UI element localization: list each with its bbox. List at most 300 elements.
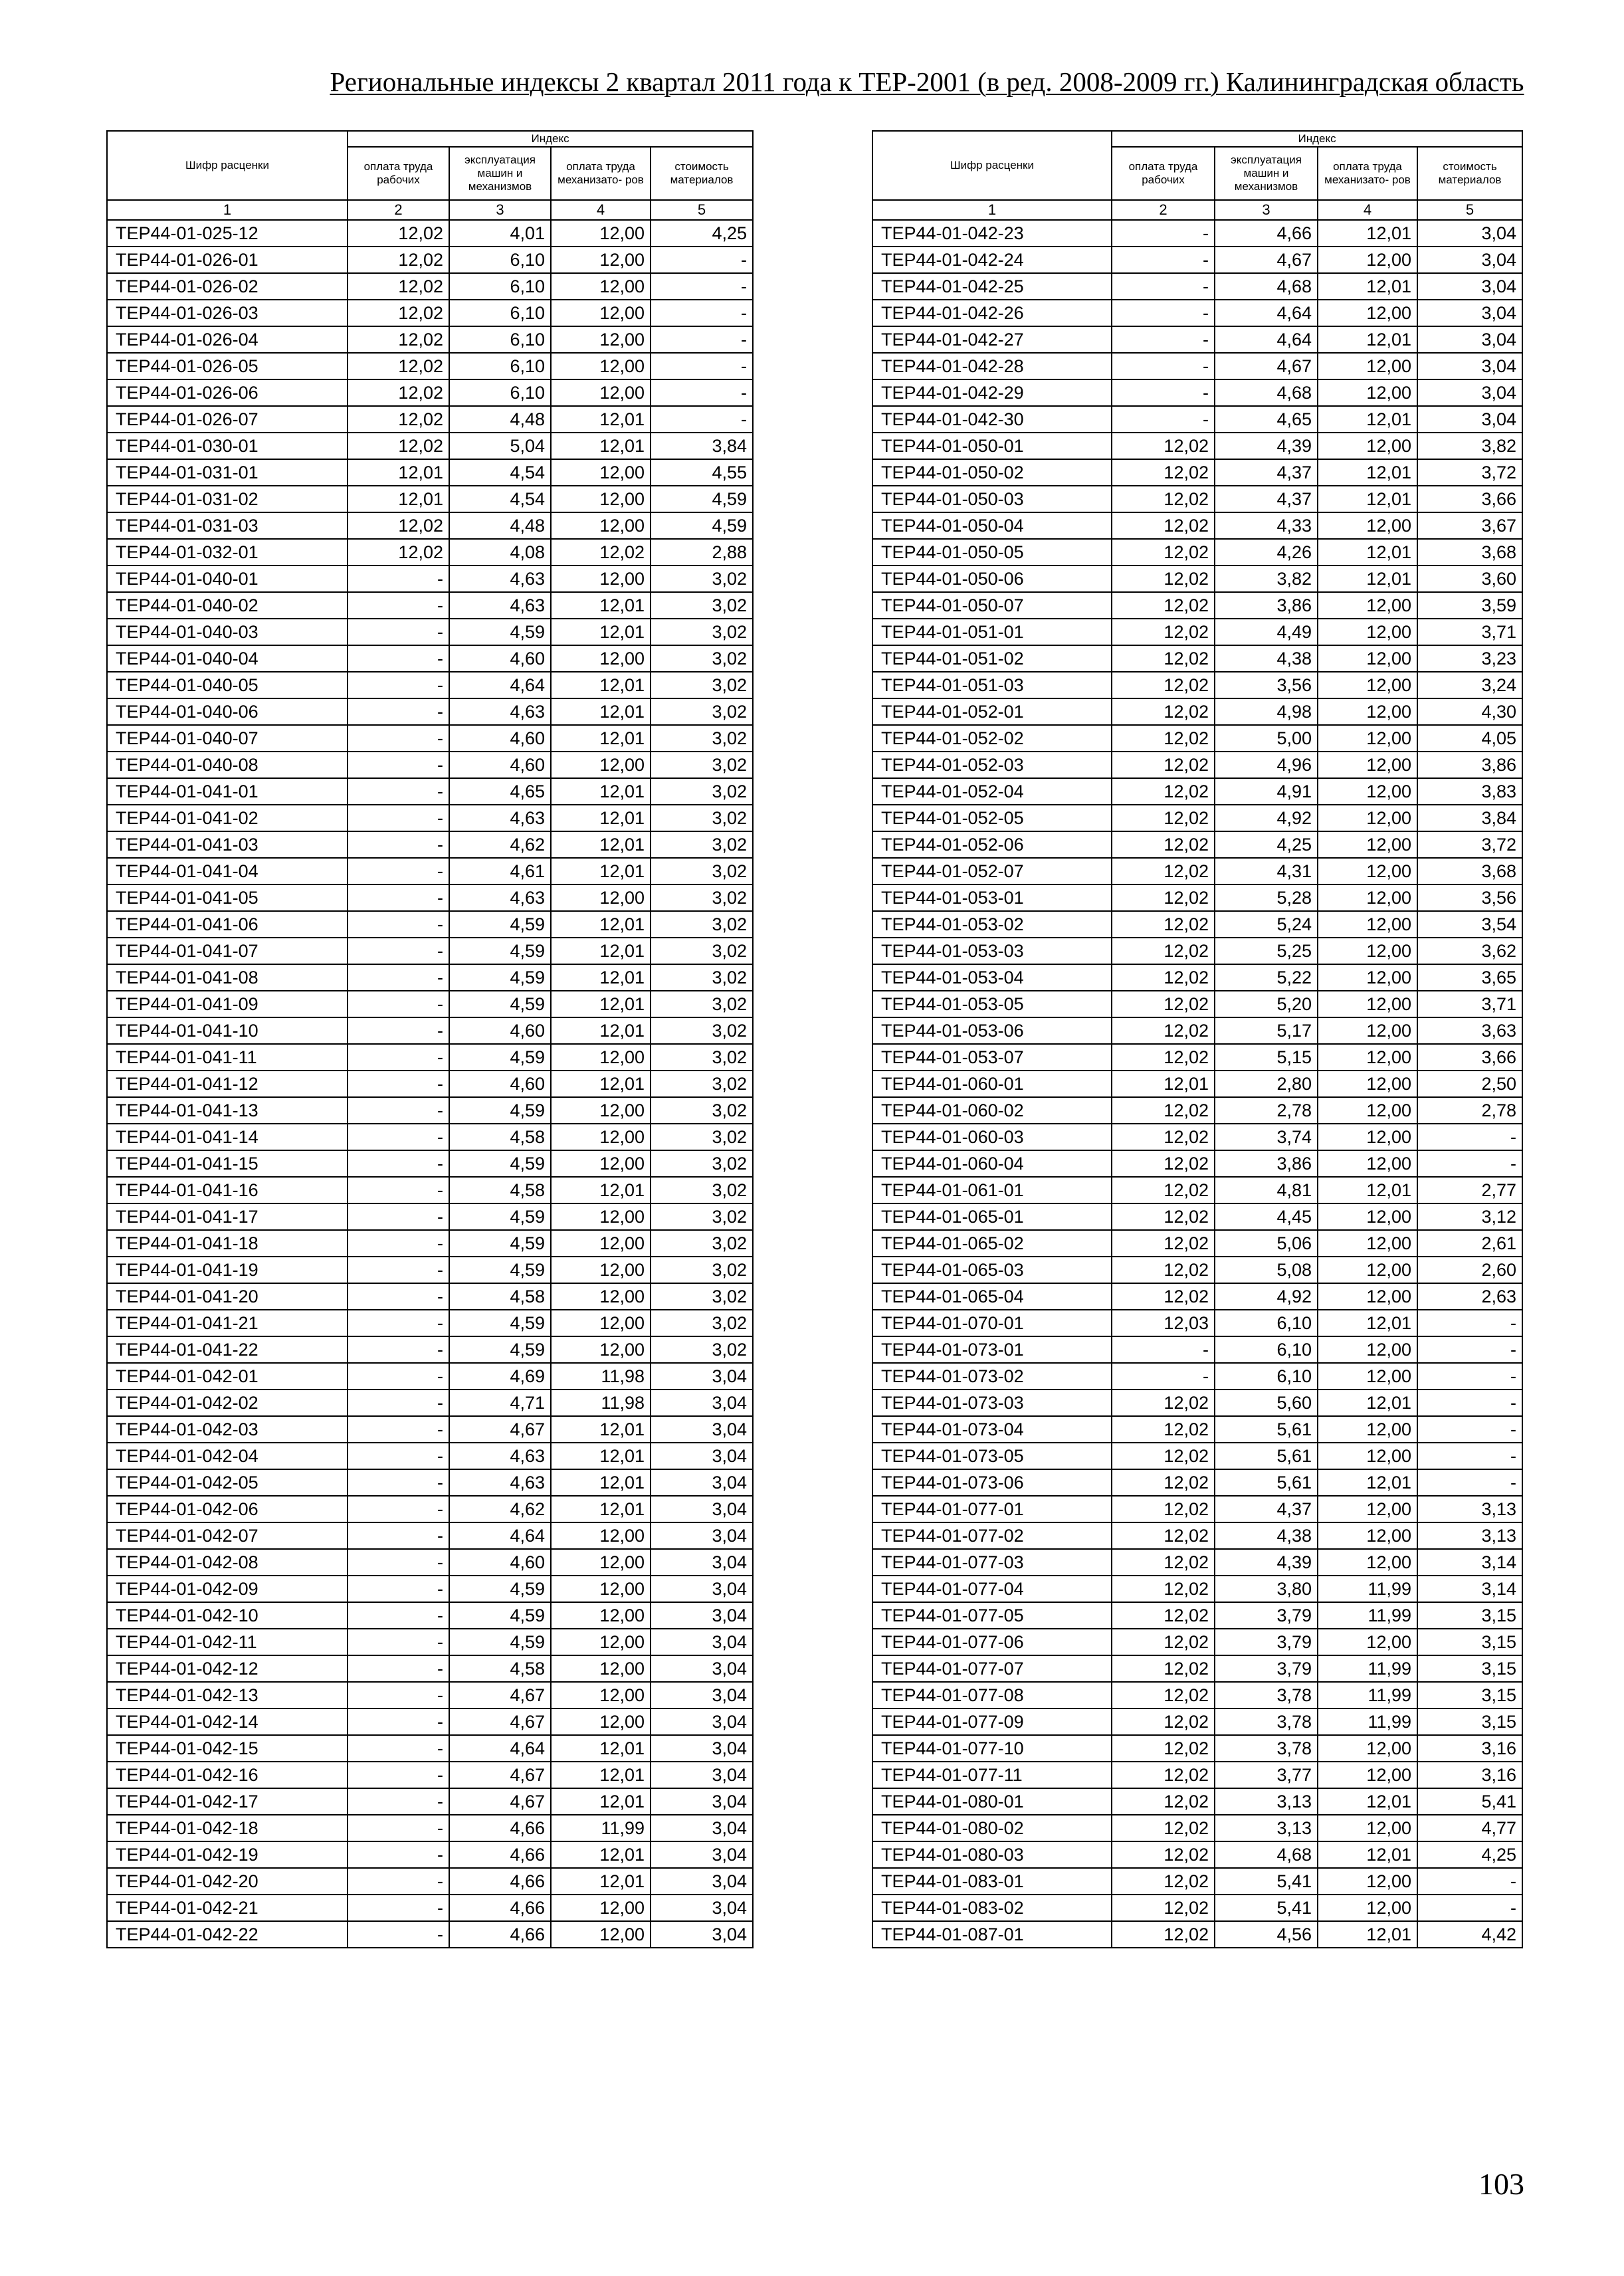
header-operators: оплата труда механизато- ров [551,147,651,200]
index-value-cell: 4,54 [449,459,551,486]
index-value-cell: - [651,406,753,433]
index-value-cell: 5,41 [1215,1868,1318,1895]
index-value-cell: - [348,725,449,752]
index-value-cell: 12,00 [1318,1150,1417,1177]
index-value-cell: - [348,1203,449,1230]
index-value-cell: 12,01 [551,858,651,884]
table-row [872,1841,1522,1868]
index-value-cell: 3,15 [1417,1629,1522,1655]
index-value-cell: 12,00 [551,326,651,353]
table-row [872,991,1522,1017]
table-row [872,645,1522,672]
index-value-cell: 11,98 [551,1363,651,1390]
index-value-cell: 12,01 [551,1735,651,1762]
index-value-cell: 12,00 [551,1921,651,1948]
index-value-cell: 4,68 [1215,1841,1318,1868]
rate-code-cell: ТЕР44-01-042-18 [107,1815,348,1841]
index-value-cell: 3,04 [1417,273,1522,300]
index-value-cell: 3,16 [1417,1762,1522,1788]
index-value-cell: 4,59 [449,964,551,991]
index-value-cell: 12,01 [1318,1469,1417,1496]
index-value-cell: 12,02 [1112,592,1215,619]
index-value-cell: 12,00 [1318,1071,1417,1097]
index-value-cell: 3,02 [651,1203,753,1230]
index-value-cell: 5,41 [1215,1895,1318,1921]
index-value-cell: 12,01 [551,698,651,725]
table-row [107,1017,753,1044]
rate-code-cell: ТЕР44-01-042-27 [872,326,1112,353]
index-value-cell: 4,63 [449,1469,551,1496]
index-value-cell: 4,58 [449,1283,551,1310]
index-value-cell: 3,04 [651,1549,753,1576]
index-value-cell: 3,83 [1417,778,1522,805]
rate-code-cell: ТЕР44-01-041-09 [107,991,348,1017]
index-value-cell: 4,54 [449,486,551,512]
index-value-cell: 4,33 [1215,512,1318,539]
index-value-cell: 4,81 [1215,1177,1318,1203]
index-value-cell: 4,48 [449,406,551,433]
index-value-cell: 4,37 [1215,459,1318,486]
index-value-cell: 3,78 [1215,1735,1318,1762]
index-value-cell: 4,25 [1215,831,1318,858]
index-value-cell: 4,71 [449,1390,551,1416]
index-value-cell: 12,02 [1112,459,1215,486]
index-value-cell: 2,78 [1417,1097,1522,1124]
rate-code-cell: ТЕР44-01-042-29 [872,379,1112,406]
table-row [107,1310,753,1336]
index-value-cell: 3,23 [1417,645,1522,672]
header-code: Шифр расценки [107,131,348,200]
index-value-cell: 3,02 [651,1230,753,1257]
table-row [107,991,753,1017]
index-value-cell: - [348,884,449,911]
index-value-cell: 3,04 [1417,379,1522,406]
table-row [107,1841,753,1868]
header-code: Шифр расценки [872,131,1112,200]
index-value-cell: 4,61 [449,858,551,884]
table-row [872,752,1522,778]
rate-code-cell: ТЕР44-01-050-06 [872,566,1112,592]
index-value-cell: 4,42 [1417,1921,1522,1948]
table-row [107,1708,753,1735]
column-number: 4 [1318,200,1417,220]
index-value-cell: 3,04 [1417,326,1522,353]
header-index: Индекс [348,131,753,147]
index-value-cell: 12,02 [1112,1017,1215,1044]
index-value-cell: - [1112,273,1215,300]
rate-code-cell: ТЕР44-01-065-02 [872,1230,1112,1257]
index-value-cell: 12,02 [1112,884,1215,911]
index-value-cell: 4,59 [449,619,551,645]
index-value-cell: 4,58 [449,1124,551,1150]
index-value-cell: 4,59 [449,1150,551,1177]
index-value-cell: 3,71 [1417,991,1522,1017]
index-value-cell: 3,04 [651,1815,753,1841]
index-value-cell: 3,13 [1215,1815,1318,1841]
index-value-cell: 5,60 [1215,1390,1318,1416]
index-value-cell: 12,00 [1318,1629,1417,1655]
index-value-cell: 12,02 [1112,1921,1215,1948]
index-value-cell: 4,45 [1215,1203,1318,1230]
index-value-cell: 12,03 [1112,1310,1215,1336]
index-value-cell: 12,01 [1318,273,1417,300]
rate-code-cell: ТЕР44-01-042-22 [107,1921,348,1948]
rate-code-cell: ТЕР44-01-051-03 [872,672,1112,698]
rate-code-cell: ТЕР44-01-080-03 [872,1841,1112,1868]
index-value-cell: 6,10 [449,247,551,273]
index-value-cell: 3,04 [651,1416,753,1443]
index-value-cell: - [1112,1336,1215,1363]
index-value-cell: 2,63 [1417,1283,1522,1310]
index-value-cell: 3,04 [651,1496,753,1522]
index-value-cell: 4,26 [1215,539,1318,566]
index-value-cell: 4,31 [1215,858,1318,884]
index-value-cell: - [1417,1443,1522,1469]
index-value-cell: 12,02 [348,326,449,353]
table-row [107,752,753,778]
table-row [872,1469,1522,1496]
index-value-cell: 4,25 [651,220,753,247]
rate-code-cell: ТЕР44-01-077-11 [872,1762,1112,1788]
index-value-cell: - [348,1017,449,1044]
index-value-cell: 12,01 [551,778,651,805]
index-value-cell: - [348,645,449,672]
index-value-cell: 3,84 [651,433,753,459]
rate-code-cell: ТЕР44-01-025-12 [107,220,348,247]
rate-code-cell: ТЕР44-01-051-01 [872,619,1112,645]
rate-code-cell: ТЕР44-01-042-07 [107,1522,348,1549]
rate-code-cell: ТЕР44-01-061-01 [872,1177,1112,1203]
table-row [872,1124,1522,1150]
index-value-cell: - [348,1390,449,1416]
table-row [107,1682,753,1708]
index-value-cell: 12,00 [1318,619,1417,645]
table-row [107,459,753,486]
index-value-cell: - [1417,1469,1522,1496]
index-value-cell: 3,04 [651,1363,753,1390]
index-value-cell: 12,00 [1318,1735,1417,1762]
table-row [107,1522,753,1549]
index-value-cell: 12,02 [1112,1283,1215,1310]
index-value-cell: 12,02 [348,539,449,566]
index-value-cell: 12,00 [551,247,651,273]
header-machines: эксплуатация машин и механизмов [449,147,551,200]
index-value-cell: 12,02 [1112,672,1215,698]
index-value-cell: - [348,1735,449,1762]
index-value-cell: 2,50 [1417,1071,1522,1097]
rate-code-cell: ТЕР44-01-050-02 [872,459,1112,486]
rate-code-cell: ТЕР44-01-041-07 [107,938,348,964]
index-value-cell: 12,00 [1318,858,1417,884]
index-value-cell: 12,00 [551,1549,651,1576]
index-value-cell: 11,99 [1318,1708,1417,1735]
rate-code-cell: ТЕР44-01-052-03 [872,752,1112,778]
rate-code-cell: ТЕР44-01-041-21 [107,1310,348,1336]
index-value-cell: 12,01 [348,459,449,486]
index-value-cell: 12,02 [1112,1629,1215,1655]
rate-code-cell: ТЕР44-01-041-15 [107,1150,348,1177]
index-value-cell: - [1112,326,1215,353]
table-row [872,1682,1522,1708]
table-row [107,1150,753,1177]
index-value-cell: - [651,326,753,353]
index-value-cell: 12,02 [1112,1203,1215,1230]
index-value-cell: 3,59 [1417,592,1522,619]
index-value-cell: 11,99 [1318,1576,1417,1602]
index-value-cell: 5,17 [1215,1017,1318,1044]
index-value-cell: 4,59 [449,1629,551,1655]
index-value-cell: - [348,592,449,619]
rate-code-cell: ТЕР44-01-041-03 [107,831,348,858]
index-value-cell: 3,66 [1417,486,1522,512]
rate-code-cell: ТЕР44-01-026-07 [107,406,348,433]
rate-code-cell: ТЕР44-01-052-06 [872,831,1112,858]
rate-code-cell: ТЕР44-01-052-05 [872,805,1112,831]
index-value-cell: 12,02 [1112,1443,1215,1469]
rate-code-cell: ТЕР44-01-073-04 [872,1416,1112,1443]
index-value-cell: 4,60 [449,1017,551,1044]
rate-code-cell: ТЕР44-01-041-12 [107,1071,348,1097]
rate-code-cell: ТЕР44-01-042-21 [107,1895,348,1921]
index-value-cell: 12,02 [1112,1390,1215,1416]
index-value-cell: 12,02 [1112,752,1215,778]
index-value-cell: 12,02 [1112,1762,1215,1788]
index-value-cell: 12,01 [1318,566,1417,592]
index-value-cell: 12,02 [348,433,449,459]
index-value-cell: 4,98 [1215,698,1318,725]
rate-code-cell: ТЕР44-01-053-04 [872,964,1112,991]
table-row [872,725,1522,752]
rate-code-cell: ТЕР44-01-042-06 [107,1496,348,1522]
rate-code-cell: ТЕР44-01-053-01 [872,884,1112,911]
rate-code-cell: ТЕР44-01-041-19 [107,1257,348,1283]
table-row [872,459,1522,486]
table-row [107,1097,753,1124]
rate-code-cell: ТЕР44-01-041-22 [107,1336,348,1363]
index-value-cell: 6,10 [449,326,551,353]
index-value-cell: 4,67 [449,1708,551,1735]
index-value-cell: 12,00 [551,1336,651,1363]
rate-code-cell: ТЕР44-01-083-01 [872,1868,1112,1895]
index-value-cell: 12,00 [1318,1230,1417,1257]
index-value-cell: 4,59 [449,1044,551,1071]
index-value-cell: 3,80 [1215,1576,1318,1602]
index-value-cell: 11,98 [551,1390,651,1416]
rate-code-cell: ТЕР44-01-026-05 [107,353,348,379]
index-value-cell: 4,59 [651,486,753,512]
table-row [107,698,753,725]
index-value-cell: 12,01 [551,991,651,1017]
index-value-cell: - [348,752,449,778]
header-labor: оплата труда рабочих [1112,147,1215,200]
index-value-cell: 12,02 [1112,1416,1215,1443]
index-value-cell: 4,59 [449,1310,551,1336]
index-value-cell: 5,61 [1215,1469,1318,1496]
column-number: 2 [348,200,449,220]
index-value-cell: 12,02 [1112,1549,1215,1576]
index-value-cell: 12,00 [551,1629,651,1655]
index-value-cell: 3,15 [1417,1602,1522,1629]
index-value-cell: 12,02 [1112,831,1215,858]
table-row [107,1895,753,1921]
index-value-cell: 3,04 [651,1655,753,1682]
index-value-cell: 5,24 [1215,911,1318,938]
index-value-cell: 3,02 [651,1150,753,1177]
index-value-cell: 12,00 [1318,1203,1417,1230]
index-value-cell: 4,48 [449,512,551,539]
rate-code-cell: ТЕР44-01-040-04 [107,645,348,672]
index-value-cell: - [348,1549,449,1576]
index-value-cell: - [348,1895,449,1921]
rate-code-cell: ТЕР44-01-077-02 [872,1522,1112,1549]
rate-code-cell: ТЕР44-01-077-03 [872,1549,1112,1576]
index-value-cell: 12,00 [551,884,651,911]
index-value-cell: 12,02 [1112,805,1215,831]
index-value-cell: 5,28 [1215,884,1318,911]
index-value-cell: 12,00 [1318,1895,1417,1921]
index-value-cell: 12,01 [1318,539,1417,566]
index-value-cell: 4,63 [449,805,551,831]
table-row [872,1496,1522,1522]
table-row [107,805,753,831]
index-value-cell: 12,00 [1318,1868,1417,1895]
index-value-cell: 12,00 [1318,1097,1417,1124]
table-row [872,1443,1522,1469]
index-value-cell: 4,38 [1215,645,1318,672]
index-value-cell: - [348,1336,449,1363]
index-value-cell: - [1112,247,1215,273]
table-row [872,698,1522,725]
index-value-cell: 12,02 [1112,619,1215,645]
index-value-cell: 12,00 [1318,831,1417,858]
table-row [872,379,1522,406]
index-value-cell: 12,02 [1112,778,1215,805]
rate-code-cell: ТЕР44-01-042-19 [107,1841,348,1868]
index-value-cell: 4,67 [449,1788,551,1815]
index-value-cell: 3,04 [651,1390,753,1416]
rate-code-cell: ТЕР44-01-080-02 [872,1815,1112,1841]
index-value-cell: 12,00 [551,1150,651,1177]
rate-code-cell: ТЕР44-01-053-02 [872,911,1112,938]
table-row [872,1097,1522,1124]
rate-code-cell: ТЕР44-01-041-02 [107,805,348,831]
rate-code-cell: ТЕР44-01-077-07 [872,1655,1112,1682]
table-row [107,1071,753,1097]
table-row [872,1017,1522,1044]
rate-code-cell: ТЕР44-01-040-05 [107,672,348,698]
rate-code-cell: ТЕР44-01-060-01 [872,1071,1112,1097]
rate-code-cell: ТЕР44-01-053-03 [872,938,1112,964]
index-value-cell: 12,00 [1318,1549,1417,1576]
index-value-cell: 3,72 [1417,831,1522,858]
table-row [107,778,753,805]
table-row [872,1257,1522,1283]
index-value-cell: 3,14 [1417,1549,1522,1576]
index-value-cell: - [348,1815,449,1841]
index-value-cell: 12,02 [1112,1655,1215,1682]
index-value-cell: 12,02 [1112,645,1215,672]
rate-code-cell: ТЕР44-01-077-06 [872,1629,1112,1655]
index-value-cell: 4,60 [449,725,551,752]
table-row [107,911,753,938]
index-value-cell: 12,01 [551,1017,651,1044]
index-value-cell: 12,00 [551,1203,651,1230]
rate-code-cell: ТЕР44-01-052-02 [872,725,1112,752]
index-value-cell: 4,39 [1215,1549,1318,1576]
table-row [872,247,1522,273]
index-value-cell: 3,24 [1417,672,1522,698]
index-value-cell: 6,10 [1215,1363,1318,1390]
rate-code-cell: ТЕР44-01-077-09 [872,1708,1112,1735]
index-value-cell: 4,39 [1215,433,1318,459]
index-value-cell: 12,02 [1112,1895,1215,1921]
table-row [107,512,753,539]
index-value-cell: - [348,619,449,645]
table-row [107,1363,753,1390]
index-value-cell: 4,59 [449,1230,551,1257]
rate-code-cell: ТЕР44-01-042-14 [107,1708,348,1735]
table-row [107,725,753,752]
index-value-cell: 12,02 [1112,698,1215,725]
rate-code-cell: ТЕР44-01-042-25 [872,273,1112,300]
table-row [107,1868,753,1895]
index-value-cell: 12,00 [1318,1496,1417,1522]
index-value-cell: 4,59 [449,1602,551,1629]
index-value-cell: 4,58 [449,1177,551,1203]
index-value-cell: 12,02 [1112,1576,1215,1602]
index-value-cell: - [651,273,753,300]
table-row [872,1071,1522,1097]
index-value-cell: - [348,1283,449,1310]
column-number: 1 [872,200,1112,220]
index-value-cell: 12,00 [551,1602,651,1629]
index-value-cell: 3,02 [651,566,753,592]
index-value-cell: 12,00 [1318,1044,1417,1071]
index-value-cell: 12,02 [348,406,449,433]
index-value-cell: 12,02 [348,512,449,539]
index-value-cell: - [1112,220,1215,247]
index-value-cell: 3,86 [1215,1150,1318,1177]
index-value-cell: 4,62 [449,1496,551,1522]
index-value-cell: 3,04 [1417,300,1522,326]
index-value-cell: 12,02 [348,379,449,406]
index-value-cell: - [348,1124,449,1150]
index-value-cell: 12,00 [1318,1443,1417,1469]
index-value-cell: 12,00 [1318,1124,1417,1150]
rate-code-cell: ТЕР44-01-042-23 [872,220,1112,247]
index-value-cell: 3,02 [651,1257,753,1283]
table-row [872,1150,1522,1177]
index-value-cell: 3,02 [651,1310,753,1336]
index-value-cell: - [348,858,449,884]
index-value-cell: - [1112,406,1215,433]
index-value-cell: 12,00 [1318,672,1417,698]
index-value-cell: 3,02 [651,1097,753,1124]
rate-code-cell: ТЕР44-01-042-01 [107,1363,348,1390]
index-value-cell: 12,02 [1112,1788,1215,1815]
index-value-cell: 12,00 [551,1682,651,1708]
index-value-cell: 4,59 [449,1097,551,1124]
index-value-cell: 12,00 [1318,247,1417,273]
index-value-cell: 12,00 [1318,938,1417,964]
table-row [872,964,1522,991]
index-value-cell: 12,02 [1112,1177,1215,1203]
index-value-cell: - [1112,353,1215,379]
index-value-cell: 4,56 [1215,1921,1318,1948]
page-number: 103 [1478,2167,1524,2201]
index-value-cell: 12,00 [1318,300,1417,326]
index-value-cell: - [348,1150,449,1177]
